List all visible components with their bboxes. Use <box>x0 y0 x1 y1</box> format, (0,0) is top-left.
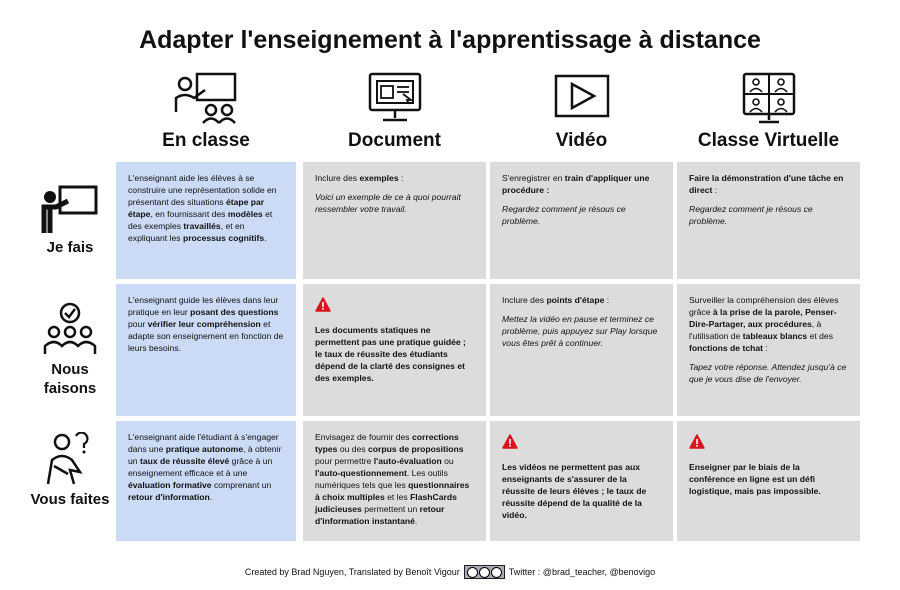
column-header-document: Document <box>348 130 441 151</box>
warning-icon <box>315 297 474 316</box>
teacher-board-icon <box>40 183 100 235</box>
cell-nous-faisons-document: Les documents statiques ne permettent pas une pratique guidée ; le taux de réussite des étudiants dépend de la clarté des consignes et des exemples. <box>303 284 486 416</box>
cell-vous-faites-classe-virtuelle: Enseigner par le biais de la conférence en ligne est un défi logistique, mais pas impossible. <box>677 421 860 541</box>
footer <box>0 565 900 579</box>
footer-credit: Created by Brad Nguyen, Translated by Benoît Vigour <box>244 567 460 577</box>
warning-icon <box>502 434 661 453</box>
document-monitor-icon <box>303 72 486 124</box>
cell-nous-faisons-en-classe: L'enseignant guide les élèves dans leur pratique en leur posant des questions pour vérifier leur compréhension et adapte son enseignement en fonction de leurs besoins. <box>116 284 296 416</box>
creative-commons-by-sa-icon <box>464 565 505 579</box>
cell-vous-faites-video: Les vidéos ne permettent pas aux enseignants de s'assurer de la réussite de leurs élèves ; le taux de réussite dépend de la qualité de la vidéo. <box>490 421 673 541</box>
virtual-class-icon <box>677 72 860 124</box>
cell-je-fais-video: S'enregistrer en train d'appliquer une procédure : Regardez comment je résous ce problème. <box>490 162 673 279</box>
column-header-video: Vidéo <box>555 130 608 151</box>
cell-je-fais-en-classe: L'enseignant aide les élèves à se construire une représentation solide en présentant des situations étape par étape, en fournissant des modèles et des exemples travaillés, et en expliquant les processus cognitifs. <box>116 162 296 279</box>
row-label-vous-faites: Vous faites <box>30 491 110 508</box>
classroom-teacher-icon <box>116 72 296 124</box>
video-play-icon <box>490 72 673 124</box>
cell-vous-faites-en-classe: L'enseignant aide l'étudiant à s'engager dans une pratique autonome, à obtenir un taux de réussite élevé grâce à un enseignement efficace et à une évaluation formative comprenant un retour d'information. <box>116 421 296 541</box>
column-header-classe-virtuelle: Classe Virtuelle <box>697 130 840 151</box>
student-thinking-icon <box>40 432 100 486</box>
cell-vous-faites-document: Envisagez de fournir des corrections types ou des corpus de propositions pour permettre l'auto-évaluation ou l'auto-questionnement. Les outils numériques tels que les questionnaires à choix multiples et les FlashCards judicieuses permettent un retour d'information instantané. <box>303 421 486 541</box>
cell-je-fais-document: Inclure des exemples : Voici un exemple de ce à quoi pourrait ressembler votre travail. <box>303 162 486 279</box>
cell-nous-faisons-classe-virtuelle: Surveiller la compréhension des élèves grâce à la prise de la parole, Penser-Dire-Partager, aux procédures, à l'utilisation de tableaux blancs et des fonctions de tchat : Tapez votre réponse. Attendez jusqu'à ce que je vous dise de l'envoyer. <box>677 284 860 416</box>
cell-je-fais-classe-virtuelle: Faire la démonstration d'une tâche en direct : Regardez comment je résous ce problème. <box>677 162 860 279</box>
row-label-nous-faisons: Nous faisons <box>43 361 97 397</box>
column-header-en-classe: En classe <box>162 130 250 151</box>
warning-icon <box>689 434 848 453</box>
page-title: Adapter l'enseignement à l'apprentissage à distance <box>139 26 761 54</box>
cell-nous-faisons-video: Inclure des points d'étape : Mettez la vidéo en pause et terminez ce problème, puis appuyez sur Play lorsque vous êtes prêt à continuer. <box>490 284 673 416</box>
footer-twitter: Twitter : @brad_teacher, @benovigo <box>508 567 656 577</box>
group-check-icon <box>40 302 100 358</box>
row-label-je-fais: Je fais <box>46 239 94 256</box>
